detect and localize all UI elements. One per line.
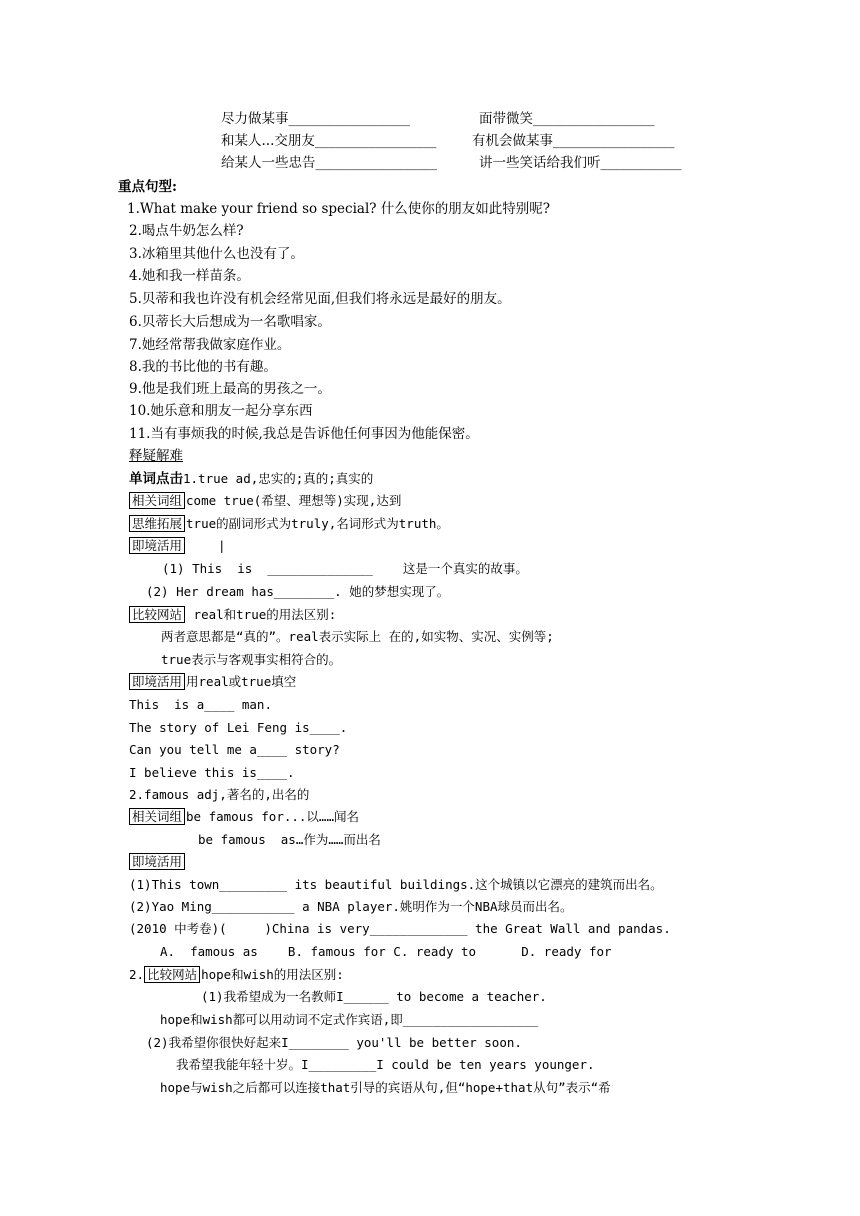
fill-item-2: The story of Lei Feng is____. <box>129 720 348 735</box>
famous-as: be famous as…作为……而出名 <box>198 832 381 847</box>
famous-for-line <box>129 808 359 826</box>
true-forms-line <box>129 515 449 533</box>
hope-wish-5: hope与wish之后都可以连接that引导的宾语从句,但“hope+that从句”表示“希 <box>160 1080 611 1095</box>
famous-for: be famous for...以……闻名 <box>186 809 359 824</box>
phrase-3-left: 给某人一些忠告__________________ <box>221 155 437 171</box>
hope-wish-4: 我希望我能年轻十岁。I_________I could be ten years younger. <box>176 1057 595 1072</box>
tag-apply-2: 即境活用 <box>129 673 185 690</box>
hope-wish-title-line <box>129 966 344 984</box>
key-sentence-8: 8.我的书比他的书有趣。 <box>129 359 277 375</box>
real-true-title: real和true的用法区别: <box>186 607 337 622</box>
real-true-line <box>129 606 336 624</box>
fill-instruction-line <box>129 673 296 691</box>
come-true-line <box>129 492 401 510</box>
real-true-explain-1: 两者意思都是“真的”。real表示实际上 在的,如实物、实况、实例等; <box>161 629 554 644</box>
apply-line-1 <box>129 537 226 555</box>
come-true: come true(希望、理想等)实现,达到 <box>186 493 402 508</box>
fill-item-1: This is a____ man. <box>129 697 272 712</box>
phrase-1-right: 面带微笑__________________ <box>479 111 655 127</box>
phrase-2-left: 和某人...交朋友__________________ <box>221 133 437 149</box>
tag-apply-3: 即境活用 <box>129 853 185 870</box>
true-forms: true的副词形式为truly,名词形式为truth。 <box>186 516 449 531</box>
key-sentence-5: 5.贝蒂和我也许没有机会经常见面,但我们将永远是最好的朋友。 <box>129 291 511 307</box>
tag-compare-1: 比较网站 <box>129 606 185 623</box>
key-sentence-4: 4.她和我一样苗条。 <box>129 268 250 284</box>
tag-related-2: 相关词组 <box>129 808 185 825</box>
hope-wish-number: 2. <box>129 967 145 982</box>
famous-exercise-2: (2)Yao Ming___________ a NBA player.姚明作为一个NBA球员而出名。 <box>129 899 573 914</box>
key-sentence-3: 3.冰箱里其他什么也没有了。 <box>129 246 304 262</box>
true-exercise-1: (1) This is ______________ 这是一个真实的故事。 <box>162 561 528 576</box>
fill-item-4: I believe this is____. <box>129 765 295 780</box>
key-sentence-9: 9.他是我们班上最高的男孩之一。 <box>129 381 331 397</box>
phrase-3-right: 讲一些笑话给我们听____________ <box>479 155 682 171</box>
apply-line-3 <box>129 853 186 871</box>
hope-wish-title: hope和wish的用法区别: <box>201 967 344 982</box>
tag-related-1: 相关词组 <box>129 492 185 509</box>
key-sentence-1: 1.What make your friend so special? 什么使你的朋友如此特别呢? <box>127 201 551 217</box>
hope-wish-3: (2)我希望你很快好起来I________ you'll be better soon. <box>146 1035 522 1050</box>
tag-expand: 思维拓展 <box>129 515 185 532</box>
key-sentence-7: 7.她经常帮我做家庭作业。 <box>129 337 291 353</box>
true-definition: 1.true ad,忠实的;真的;真实的 <box>183 471 374 486</box>
word-point-label: 单词点击 <box>129 471 183 487</box>
apply-mark: | <box>218 538 226 553</box>
hope-wish-2: hope和wish都可以用动词不定式作宾语,即__________________ <box>160 1012 539 1027</box>
phrase-1-left: 尽力做某事__________________ <box>221 111 410 127</box>
key-sentence-11: 11.当有事烦我的时候,我总是告诉他任何事因为他能保密。 <box>129 426 479 442</box>
famous-exercise-1: (1)This town_________ its beautiful buildings.这个城镇以它漂亮的建筑而出名。 <box>129 877 663 892</box>
famous-definition: 2.famous adj,著名的,出名的 <box>129 787 310 802</box>
key-sentence-10: 10.她乐意和朋友一起分享东西 <box>129 403 313 419</box>
fill-item-3: Can you tell me a____ story? <box>129 742 340 757</box>
key-sentence-6: 6.贝蒂长大后想成为一名歌唱家。 <box>129 314 331 330</box>
tag-apply-1: 即境活用 <box>129 537 185 554</box>
hope-wish-1: (1)我希望成为一名教师I______ to become a teacher. <box>201 989 547 1004</box>
key-sentence-2: 2.喝点牛奶怎么样? <box>129 223 244 239</box>
exam-question: (2010 中考卷)( )China is very_____________ the Great Wall and pandas. <box>129 921 671 936</box>
real-true-explain-2: true表示与客观事实相符合的。 <box>161 652 342 667</box>
key-sentences-heading: 重点句型: <box>118 179 177 195</box>
explain-title: 释疑解难 <box>129 448 183 464</box>
tag-compare-2: 比较网站 <box>144 966 200 983</box>
true-exercise-2: (2) Her dream has________. 她的梦想实现了。 <box>146 584 450 599</box>
true-definition-line <box>129 470 373 488</box>
fill-instruction: 用real或true填空 <box>186 674 297 689</box>
phrase-2-right: 有机会做某事__________________ <box>472 133 675 149</box>
exam-options: A. famous as B. famous for C. ready to D. ready for <box>160 944 612 959</box>
